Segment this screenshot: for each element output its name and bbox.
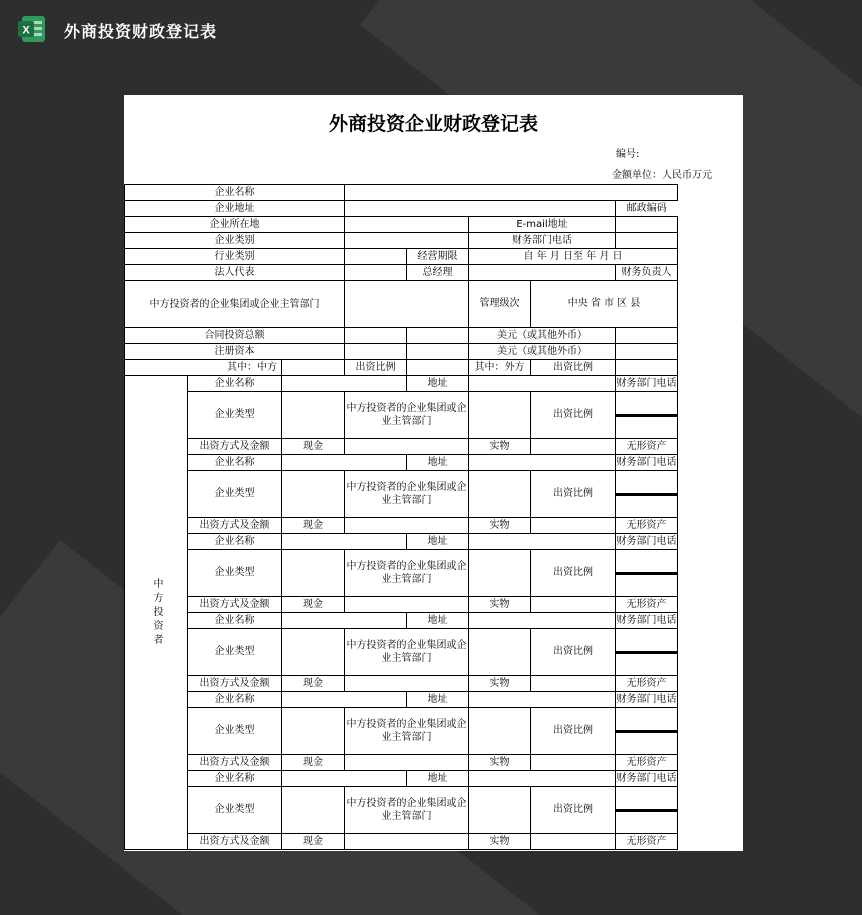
investor-type-label: 企业类型 — [188, 471, 282, 518]
investor-phone-label: 财务部门电话 — [616, 613, 678, 629]
operating-period-range[interactable]: 自 年 月 日至 年 月 日 — [469, 249, 678, 265]
investor-address-field[interactable] — [469, 771, 616, 787]
document-title: 外商投资企业财政登记表 — [328, 113, 538, 135]
label-company-type: 企业类别 — [125, 233, 345, 249]
label-of-which-chinese: 其中：中方 — [125, 360, 282, 376]
investor-name-field[interactable] — [282, 455, 407, 471]
investor-name-field[interactable] — [282, 534, 407, 550]
investor-block-row — [125, 550, 678, 597]
investor-ratio-label: 出资比例 — [531, 787, 616, 834]
registered-capital-usd-field[interactable] — [616, 344, 678, 360]
investor-goods-label: 实物 — [469, 518, 531, 534]
label-contract-total: 合同投资总额 — [125, 328, 345, 344]
investor-intangible-label: 无形资产 — [616, 518, 678, 534]
foreign-ratio-field[interactable] — [616, 360, 678, 376]
label-postal-code: 邮政编码 — [616, 201, 678, 217]
investor-goods-field[interactable] — [531, 755, 616, 771]
investor-goods-label: 实物 — [469, 834, 531, 850]
registered-capital-field-2[interactable] — [407, 344, 469, 360]
investor-address-field[interactable] — [469, 376, 616, 392]
investor-goods-label: 实物 — [469, 439, 531, 455]
label-of-which-foreign: 其中：外方 — [469, 360, 531, 376]
investor-ratio-grid — [616, 809, 677, 812]
ratio-cell[interactable] — [617, 416, 677, 417]
investor-name-field[interactable] — [282, 692, 407, 708]
investor-intangible-label: 无形资产 — [616, 676, 678, 692]
investor-phone-label: 财务部门电话 — [616, 534, 678, 550]
label-operating-period: 经营期限 — [407, 249, 469, 265]
investor-address-label: 地址 — [407, 771, 469, 787]
investor-name-field[interactable] — [282, 376, 407, 392]
investor-ratio-label: 出资比例 — [531, 629, 616, 676]
finance-phone-field[interactable] — [616, 233, 678, 249]
investor-group-field[interactable] — [469, 629, 531, 676]
label-registered-capital: 注册资本 — [125, 344, 345, 360]
investor-contribution-label: 出资方式及金额 — [188, 755, 282, 771]
investor-ratio-grid — [616, 493, 677, 496]
investor-block-row — [125, 534, 678, 550]
investor-cash-field[interactable] — [345, 597, 469, 613]
investor-contribution-label: 出资方式及金额 — [188, 439, 282, 455]
investor-group-field[interactable] — [469, 787, 531, 834]
investor-type-label: 企业类型 — [188, 787, 282, 834]
investor-contribution-label: 出资方式及金额 — [188, 834, 282, 850]
investor-address-field[interactable] — [469, 613, 616, 629]
investor-type-field[interactable] — [282, 708, 345, 755]
investor-address-label: 地址 — [407, 376, 469, 392]
investor-intangible-label: 无形资产 — [616, 597, 678, 613]
investor-type-field[interactable] — [282, 392, 345, 439]
investor-group-label: 中方投资者的企业集团或企业主管部门 — [345, 787, 469, 834]
investor-cash-label: 现金 — [282, 676, 345, 692]
investor-cash-label: 现金 — [282, 834, 345, 850]
email-field[interactable] — [616, 217, 678, 233]
investor-name-label: 企业名称 — [188, 455, 282, 471]
investor-intangible-label: 无形资产 — [616, 834, 678, 850]
investor-contribution-label: 出资方式及金额 — [188, 676, 282, 692]
investor-name-label: 企业名称 — [188, 376, 282, 392]
investor-block-row — [125, 834, 678, 850]
investor-phone-label: 财务部门电话 — [616, 455, 678, 471]
investor-type-field[interactable] — [282, 787, 345, 834]
industry-field[interactable] — [345, 249, 407, 265]
label-usd-other: 美元（或其他外币） — [469, 344, 616, 360]
app-title: 外商投资财政登记表 — [64, 22, 218, 41]
label-finance-head: 财务负责人 — [616, 265, 678, 281]
svg-text:X: X — [22, 24, 30, 37]
investor-ratio-label: 出资比例 — [531, 550, 616, 597]
investor-block-row — [125, 676, 678, 692]
investor-ratio-label: 出资比例 — [531, 392, 616, 439]
excel-icon[interactable] — [16, 13, 48, 45]
investor-phone-label: 财务部门电话 — [616, 692, 678, 708]
investor-cash-field[interactable] — [345, 518, 469, 534]
label-company-name: 企业名称 — [125, 185, 345, 201]
label-legal-rep: 法人代表 — [125, 265, 345, 281]
label-general-manager: 总经理 — [407, 265, 469, 281]
investor-block-row — [125, 455, 678, 471]
label-company-address: 企业地址 — [125, 201, 345, 217]
unit-label: 金额单位：人民币万元 — [612, 170, 712, 181]
investor-cash-field[interactable] — [345, 834, 469, 850]
number-label: 编号: — [616, 149, 640, 160]
investor-ratio-grid — [616, 414, 677, 417]
chinese-ratio-field[interactable] — [407, 360, 469, 376]
chinese-amount-field[interactable] — [282, 360, 345, 376]
registration-table — [124, 184, 678, 850]
mgmt-level-options[interactable]: 中央 省 市 区 县 — [531, 281, 678, 328]
ratio-cell[interactable] — [617, 653, 677, 654]
label-finance-phone: 财务部门电话 — [469, 233, 616, 249]
chinese-group-field[interactable] — [345, 281, 469, 328]
chinese-investor-section — [125, 376, 678, 850]
label-contribution-ratio: 出资比例 — [345, 360, 407, 376]
label-email: E-mail地址 — [469, 217, 616, 233]
investor-address-label: 地址 — [407, 534, 469, 550]
investor-cash-label: 现金 — [282, 755, 345, 771]
investor-intangible-label: 无形资产 — [616, 439, 678, 455]
label-chinese-investor: 中方投资者 — [125, 376, 188, 850]
ratio-cell[interactable] — [617, 574, 677, 575]
investor-cash-label: 现金 — [282, 518, 345, 534]
registered-capital-field[interactable] — [345, 344, 407, 360]
investor-group-label: 中方投资者的企业集团或企业主管部门 — [345, 708, 469, 755]
investor-group-label: 中方投资者的企业集团或企业主管部门 — [345, 550, 469, 597]
investor-group-field[interactable] — [469, 708, 531, 755]
contract-total-field-2[interactable] — [407, 328, 469, 344]
investor-block-row — [125, 755, 678, 771]
general-manager-field[interactable] — [469, 265, 616, 281]
app-header — [0, 0, 862, 60]
investor-ratio-grid — [616, 572, 677, 575]
investor-goods-field[interactable] — [531, 834, 616, 850]
company-type-field[interactable] — [345, 233, 469, 249]
label-company-location: 企业所在地 — [125, 217, 345, 233]
investor-address-field[interactable] — [469, 534, 616, 550]
investor-block-row — [125, 787, 678, 834]
investor-ratio-label: 出资比例 — [531, 708, 616, 755]
investor-contribution-label: 出资方式及金额 — [188, 518, 282, 534]
investor-name-field[interactable] — [282, 613, 407, 629]
investor-block-row — [125, 392, 678, 439]
investor-block-row — [125, 376, 678, 392]
investor-type-field[interactable] — [282, 471, 345, 518]
investor-group-field[interactable] — [469, 550, 531, 597]
investor-ratio-grid — [616, 730, 677, 733]
company-location-field[interactable] — [345, 217, 469, 233]
investor-ratio-grid — [616, 651, 677, 654]
investor-type-label: 企业类型 — [188, 708, 282, 755]
investor-address-label: 地址 — [407, 692, 469, 708]
investor-goods-label: 实物 — [469, 755, 531, 771]
investor-name-label: 企业名称 — [188, 771, 282, 787]
investor-address-field[interactable] — [469, 692, 616, 708]
investor-block-row — [125, 629, 678, 676]
investor-block-row — [125, 692, 678, 708]
investor-goods-label: 实物 — [469, 597, 531, 613]
investor-type-field[interactable] — [282, 550, 345, 597]
investor-block-row — [125, 708, 678, 755]
investor-goods-label: 实物 — [469, 676, 531, 692]
investor-group-label: 中方投资者的企业集团或企业主管部门 — [345, 392, 469, 439]
investor-cash-field[interactable] — [345, 676, 469, 692]
investor-cash-label: 现金 — [282, 439, 345, 455]
investor-address-label: 地址 — [407, 455, 469, 471]
ratio-cell[interactable] — [617, 495, 677, 496]
investor-cash-label: 现金 — [282, 597, 345, 613]
investor-block-row — [125, 771, 678, 787]
investor-phone-label: 财务部门电话 — [616, 771, 678, 787]
investor-type-label: 企业类型 — [188, 392, 282, 439]
contract-total-usd-field[interactable] — [616, 328, 678, 344]
investor-block-row — [125, 439, 678, 455]
legal-rep-field[interactable] — [345, 265, 407, 281]
investor-cash-field[interactable] — [345, 755, 469, 771]
investor-goods-field[interactable] — [531, 439, 616, 455]
investor-block-row — [125, 471, 678, 518]
company-address-field[interactable] — [345, 201, 616, 217]
investor-group-label: 中方投资者的企业集团或企业主管部门 — [345, 471, 469, 518]
label-usd-other: 美元（或其他外币） — [469, 328, 616, 344]
investor-goods-field[interactable] — [531, 597, 616, 613]
ratio-cell[interactable] — [617, 732, 677, 733]
investor-group-label: 中方投资者的企业集团或企业主管部门 — [345, 629, 469, 676]
investor-name-label: 企业名称 — [188, 534, 282, 550]
investor-block-row — [125, 597, 678, 613]
investor-intangible-label: 无形资产 — [616, 755, 678, 771]
investor-group-field[interactable] — [469, 471, 531, 518]
label-contribution-ratio: 出资比例 — [531, 360, 616, 376]
investor-address-label: 地址 — [407, 613, 469, 629]
investor-block-row — [125, 613, 678, 629]
investor-type-label: 企业类型 — [188, 550, 282, 597]
investor-address-field[interactable] — [469, 455, 616, 471]
investor-type-label: 企业类型 — [188, 629, 282, 676]
investor-name-label: 企业名称 — [188, 613, 282, 629]
investor-name-field[interactable] — [282, 771, 407, 787]
investor-phone-label: 财务部门电话 — [616, 376, 678, 392]
investor-contribution-label: 出资方式及金额 — [188, 597, 282, 613]
label-chinese-group: 中方投资者的企业集团或企业主管部门 — [125, 281, 345, 328]
investor-ratio-label: 出资比例 — [531, 471, 616, 518]
company-name-field[interactable] — [345, 185, 678, 201]
contract-total-field[interactable] — [345, 328, 407, 344]
investor-type-field[interactable] — [282, 629, 345, 676]
label-mgmt-level: 管理级次 — [469, 281, 531, 328]
investor-group-field[interactable] — [469, 392, 531, 439]
investor-name-label: 企业名称 — [188, 692, 282, 708]
investor-cash-field[interactable] — [345, 439, 469, 455]
investor-goods-field[interactable] — [531, 676, 616, 692]
label-industry: 行业类别 — [125, 249, 345, 265]
ratio-cell[interactable] — [617, 811, 677, 812]
investor-goods-field[interactable] — [531, 518, 616, 534]
form-sheet — [124, 95, 743, 851]
investor-block-row — [125, 518, 678, 534]
